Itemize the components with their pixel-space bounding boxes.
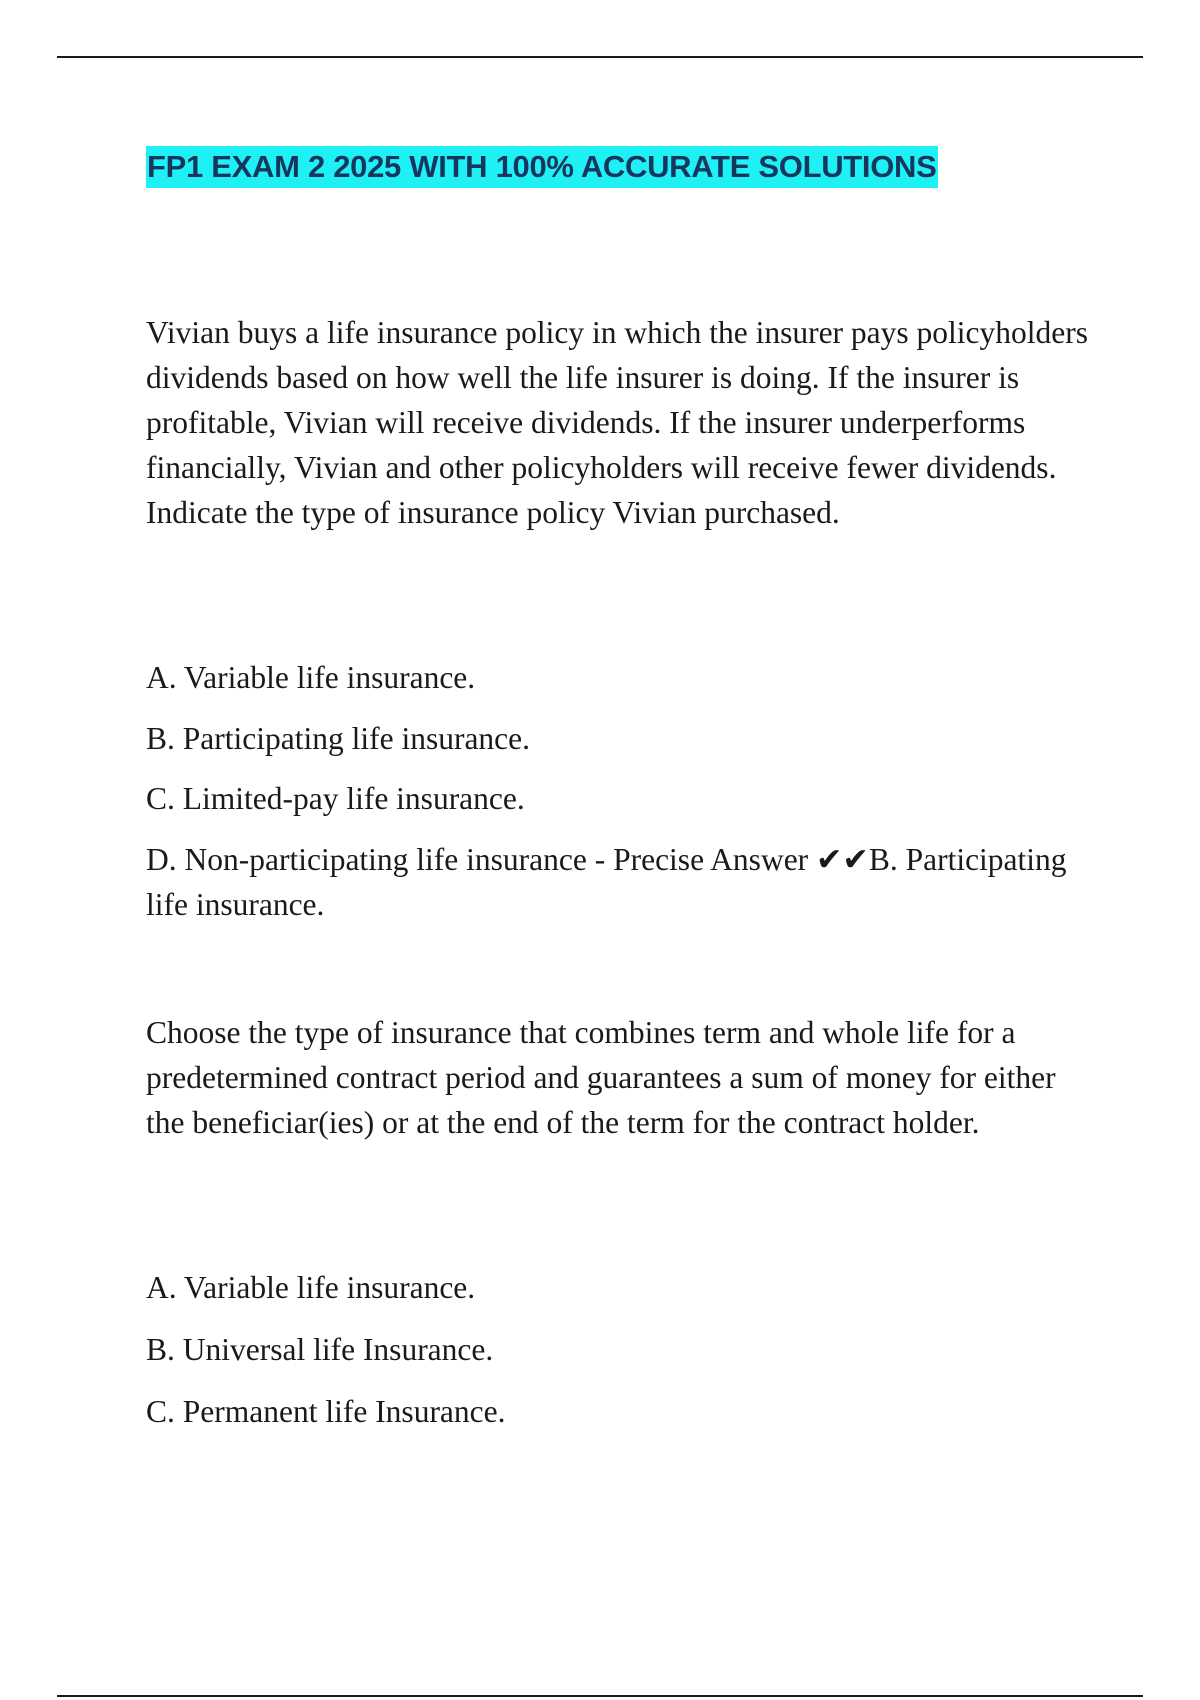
header-rule <box>57 56 1143 58</box>
option-a: A. Variable life insurance. <box>146 1270 476 1305</box>
question-1-text: Vivian buys a life insurance policy in which the insurer pays policyholders dividends based on how well the life insurer is doing. If the insurer is profitable, Vivian will receive dividends. If the insurer underperforms financially, Vivian and other policyholders will receive fewer dividends. Indicate the type of insurance policy Vivian purchased. <box>146 315 1089 530</box>
option-c: C. Limited-pay life insurance. <box>146 781 525 816</box>
option-d-with-answer: D. Non-participating life insurance - Precise Answer ✔✔B. Participating life insurance. <box>146 841 1067 922</box>
question-1-options <box>146 655 1096 927</box>
footer-rule <box>57 1695 1143 1697</box>
document-title: FP1 EXAM 2 2025 WITH 100% ACCURATE SOLUTIONS <box>146 146 938 188</box>
option-b: B. Universal life Insurance. <box>146 1332 494 1367</box>
option-b: B. Participating life insurance. <box>146 720 531 756</box>
option-c: C. Permanent life Insurance. <box>146 1394 506 1429</box>
question-2-text: Choose the type of insurance that combines term and whole life for a predetermined contract period and guarantees a sum of money for either the beneficiar(ies) or at the end of the term for the contract holder. <box>146 1015 1056 1140</box>
option-a: A. Variable life insurance. <box>146 660 476 695</box>
question-2-options <box>146 1265 1096 1451</box>
